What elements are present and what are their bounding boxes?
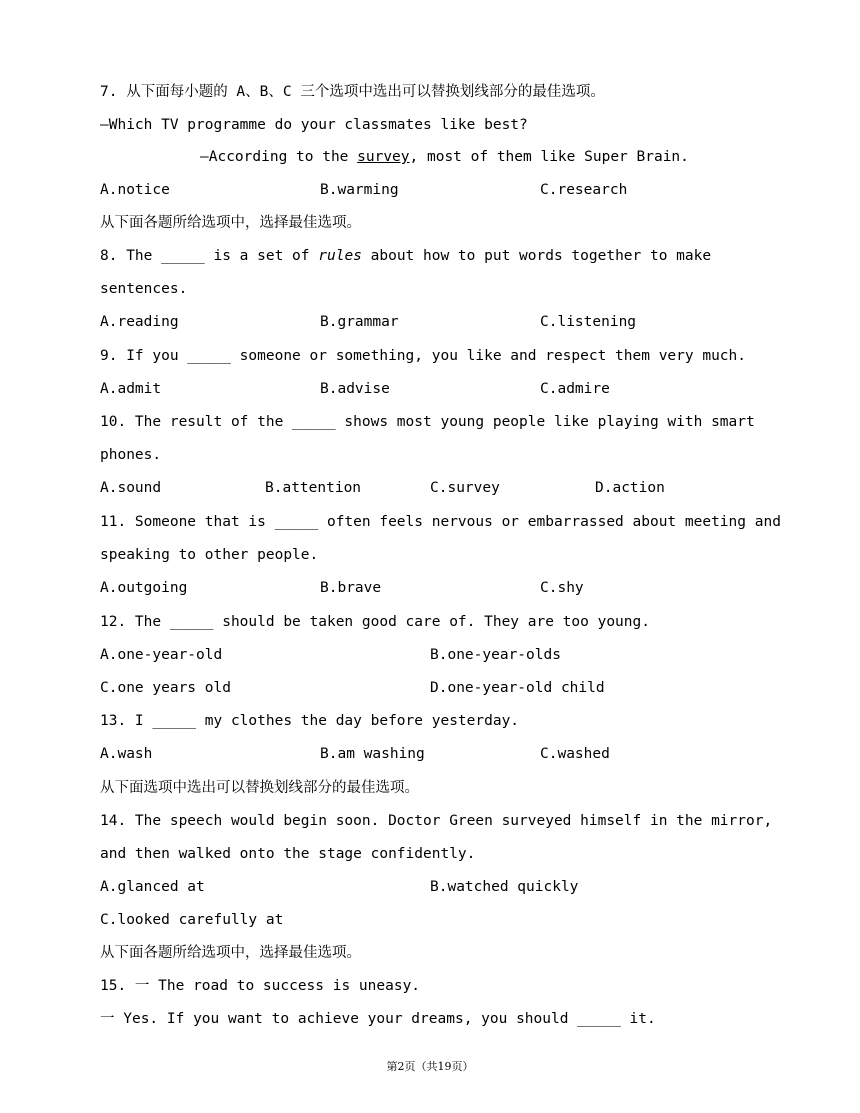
q7-option-a: A.notice (100, 182, 170, 198)
q15-line2: 一 Yes. If you want to achieve your dreams, you should _____ it. (100, 1011, 656, 1027)
q15-line1: 15. 一 The road to success is uneasy. (100, 978, 421, 994)
q10-option-c: C.survey (430, 480, 500, 496)
q8-option-b: B.grammar (320, 314, 399, 330)
section-instruction-b: 从下面选项中选出可以替换划线部分的最佳选项。 (100, 780, 419, 796)
q10-option-b: B.attention (265, 480, 362, 496)
q9-option-c: C.admire (540, 381, 610, 397)
q11-option-c: C.shy (540, 580, 584, 596)
q11-line1: 11. Someone that is _____ often feels nervous or embarrassed about meeting and (100, 514, 781, 530)
q12-option-d: D.one-year-old child (430, 680, 605, 696)
q11-option-b: B.brave (320, 580, 382, 596)
q7-option-b: B.warming (320, 182, 399, 198)
q8-option-a: A.reading (100, 314, 179, 330)
q10-option-d: D.action (595, 480, 665, 496)
q9-option-b: B.advise (320, 381, 390, 397)
q7-dialog-question: —Which TV programme do your classmates like best? (100, 117, 528, 133)
q12-option-b: B.one-year-olds (430, 647, 561, 663)
q11-option-a: A.outgoing (100, 580, 188, 596)
q9-line1: 9. If you _____ someone or something, you like and respect them very much. (100, 348, 747, 364)
q8-line2: sentences. (100, 281, 188, 297)
q14-line1: 14. The speech would begin soon. Doctor Green surveyed himself in the mirror, (100, 813, 773, 829)
q12-option-a: A.one-year-old (100, 647, 223, 663)
page-footer: 第2页（共19页） (386, 1060, 474, 1073)
q12-option-c: C.one years old (100, 680, 231, 696)
q8-line1: 8. The _____ is a set of rules about how to put words together to make (100, 248, 712, 264)
italic-word: rules (318, 248, 362, 264)
q13-line1: 13. I _____ my clothes the day before yesterday. (100, 713, 520, 729)
q14-line2: and then walked onto the stage confidently. (100, 846, 476, 862)
q13-option-a: A.wash (100, 746, 153, 762)
q10-line1: 10. The result of the _____ shows most young people like playing with smart (100, 414, 755, 430)
section-instruction-a: 从下面各题所给选项中，选择最佳选项。 (100, 215, 361, 231)
q14-option-b: B.watched quickly (430, 879, 579, 895)
q8-option-c: C.listening (540, 314, 637, 330)
q13-option-b: B.am washing (320, 746, 425, 762)
underlined-word: survey (357, 149, 410, 165)
q11-line2: speaking to other people. (100, 547, 319, 563)
q12-line1: 12. The _____ should be taken good care of. They are too young. (100, 614, 650, 630)
q7-option-c: C.research (540, 182, 628, 198)
q14-option-c: C.looked carefully at (100, 912, 284, 928)
q7-dialog-answer: —According to the survey, most of them like Super Brain. (200, 149, 689, 165)
q9-option-a: A.admit (100, 381, 162, 397)
q14-option-a: A.glanced at (100, 879, 205, 895)
section-instruction-c: 从下面各题所给选项中，选择最佳选项。 (100, 945, 361, 961)
q10-option-a: A.sound (100, 480, 162, 496)
q10-line2: phones. (100, 447, 162, 463)
q13-option-c: C.washed (540, 746, 610, 762)
q7-instruction: 7. 从下面每小题的 A、B、C 三个选项中选出可以替换划线部分的最佳选项。 (100, 84, 605, 100)
